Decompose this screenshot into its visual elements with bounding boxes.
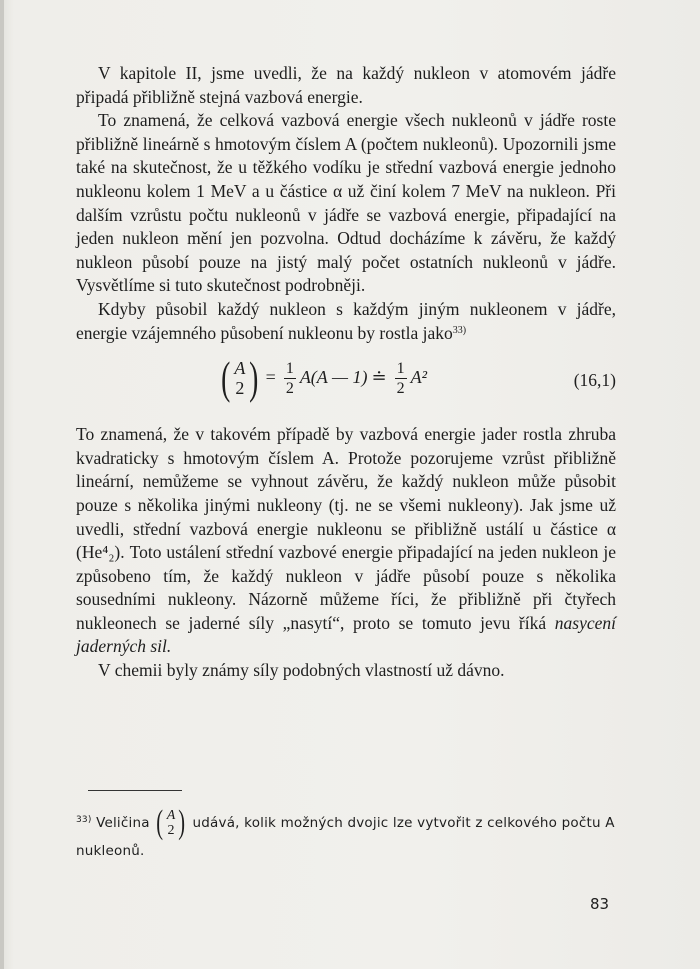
footnote-mark: 33) — [76, 815, 92, 825]
binom-bottom: 2 — [235, 378, 245, 399]
paragraph — [76, 423, 616, 659]
approx-sign: ≐ — [371, 367, 387, 388]
equation-middle-term: A(A — 1) — [299, 367, 368, 388]
footnote-rule — [88, 790, 182, 791]
paragraph-text: Kdyby působil každý nukleon s každým jiným nukleonem v jádře, energie vzájemného působení nukleonu by rostla jako — [76, 298, 616, 343]
equation-body — [218, 352, 427, 404]
binomial-stack — [167, 808, 176, 838]
fraction-half-2 — [395, 359, 407, 398]
footnote-text: udává, kolik možných dvojic lze vytvořit z celkového počtu A nukleonů. — [76, 815, 615, 859]
right-paren: ) — [178, 804, 186, 841]
binom-top: A — [234, 358, 246, 379]
italic-term: nasycení jaderných sil. — [76, 612, 617, 657]
paragraph: V chemii byly známy síly podobných vlastností už dávno. — [98, 660, 505, 681]
binomial-stack — [234, 358, 245, 398]
binom-top: A — [166, 808, 176, 823]
equation-16-1 — [76, 351, 616, 413]
right-paren: ) — [249, 352, 259, 404]
fraction-half — [284, 359, 296, 398]
fraction-numerator: 1 — [285, 359, 294, 377]
paragraph: V kapitole II, jsme uvedli, že na každý nukleon v atomovém jádře připadá přibližně stejná vazbová energie. — [76, 63, 616, 107]
body-text — [76, 62, 616, 683]
binom-bottom: 2 — [167, 823, 175, 838]
paragraph-text: To znamená, že v takovém případě by vazbová energie jader rostla zhruba kvadraticky s hmotovým číslem A. Protože pozorujeme vzrůst přibližně lineární, nemůžeme se vyhnout závěru, že každý nukleon může působit pouze s několika jinými nukleony (tj. ne se všemi nukleony). Jak jsme už uvedli, střední vazbová energie nukleonu se přibližně ustálí u částice α (He⁴₂). Toto ustálení střední vazbové energie připadající na jeden nukleon je způsobeno tím, že každý nukleon v jádře působí pouze s několika sousedními nukleony. Názorně můžeme říci, že přibližně při čtyřech nukleonech se jaderné síly „nasytí“, proto se tomuto jevu říká — [76, 424, 616, 633]
paragraph-with-footnote-ref — [76, 298, 616, 345]
fraction-denominator: 2 — [285, 379, 294, 397]
fraction-numerator: 1 — [396, 359, 405, 377]
footnote-reference: 33) — [452, 324, 467, 336]
left-paren: ( — [221, 352, 231, 404]
equation-label: (16,1) — [573, 370, 616, 391]
footnote-binomial — [154, 806, 188, 840]
footnote-lead: Veličina — [96, 815, 150, 831]
fraction-denominator: 2 — [396, 379, 405, 397]
binomial-coefficient — [218, 352, 262, 404]
page-fold — [0, 0, 4, 969]
footnote — [76, 806, 616, 862]
paragraph: To znamená, že celková vazbová energie všech nukleonů v jádře roste přibližně lineárně s hmotovým číslem A (počtem nukleonů). Upozornili jsme také na skutečnost, že u těžkého vodíku je střední vazbová energie jednoho nukleonu kolem 1 MeV a u částice α už činí kolem 7 MeV na nukleon. Při dalším vzrůstu počtu nukleonů v jádře se vazbová energie, připadající na jeden nukleon mění jen pozvolna. Odtud docházíme k závěru, že každý nukleon působí pouze na jistý malý počet ostatních nukleonů v jádře. Vysvětlíme si tuto skutečnost podrobněji. — [76, 110, 616, 296]
page-number: 83 — [590, 895, 610, 913]
equals-sign: = — [265, 367, 276, 388]
equation-end-term: A² — [410, 367, 427, 388]
left-paren: ( — [156, 804, 164, 841]
